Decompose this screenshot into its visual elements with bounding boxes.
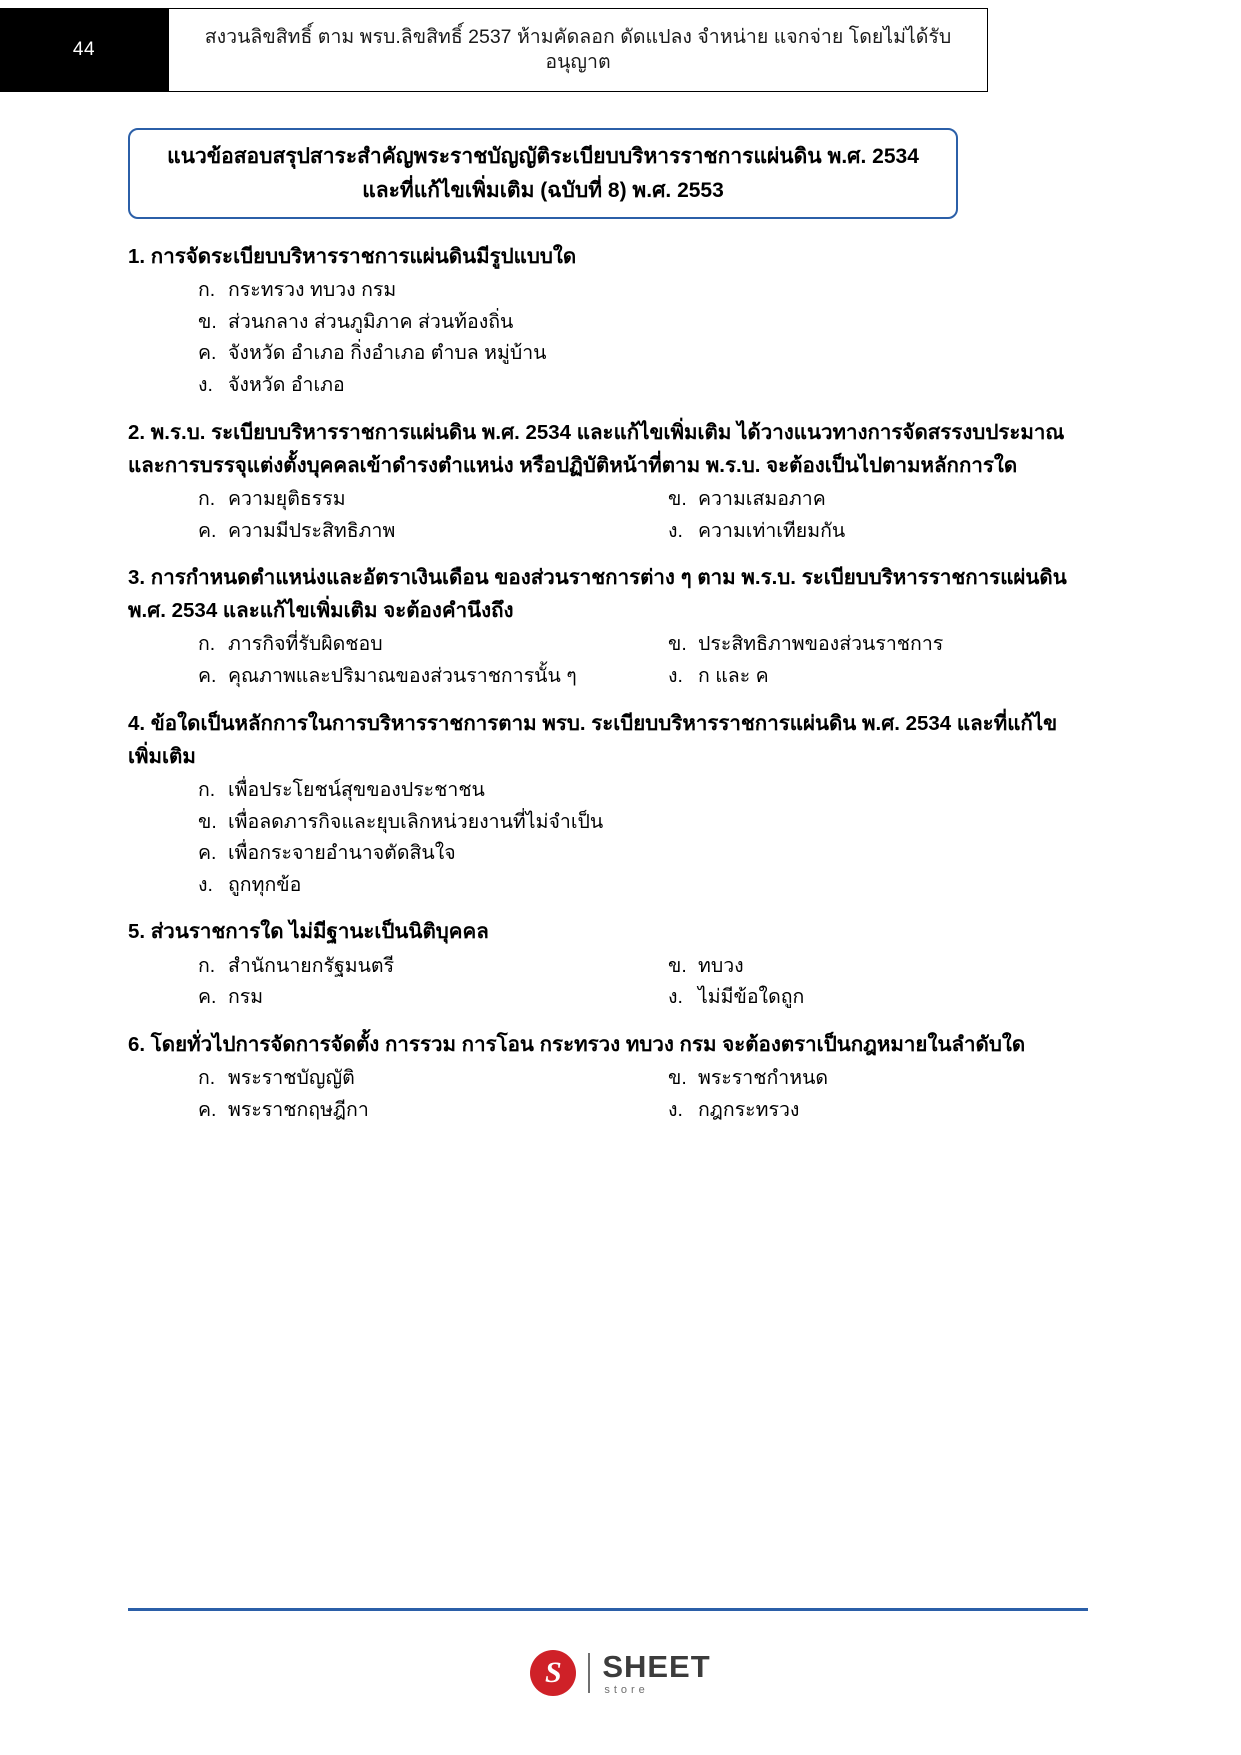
choice-option[interactable] <box>128 838 1088 870</box>
choice-letter: ก. <box>198 954 216 977</box>
choice-option[interactable] <box>128 775 1088 807</box>
page-header <box>0 8 1241 92</box>
choice-text: สำนักนายกรัฐมนตรี <box>228 954 395 977</box>
choice-letter: ง. <box>668 665 683 688</box>
choice-option[interactable] <box>668 516 1088 548</box>
question-text: 4. ข้อใดเป็นหลักการในการบริหารราชการตาม พรบ. ระเบียบบริหารราชการแผ่นดิน พ.ศ. 2534 และที่แก้ไขเพิ่มเติม <box>128 711 1058 768</box>
choice-option[interactable] <box>668 484 1088 516</box>
copyright-notice: สงวนลิขสิทธิ์ ตาม พรบ.ลิขสิทธิ์ 2537 ห้ามคัดลอก ดัดแปลง จำหน่าย แจกจ่าย โดยไม่ได้รับอนุญาต <box>204 25 952 73</box>
choice-option[interactable] <box>128 870 1088 902</box>
choice-option[interactable] <box>668 1095 1088 1127</box>
title-box <box>128 128 958 219</box>
choice-text: ประสิทธิภาพของส่วนราชการ <box>698 633 944 656</box>
choice-letter: ข. <box>668 1066 687 1089</box>
choice-text: ความเท่าเทียมกัน <box>698 519 846 542</box>
question-text: 3. การกำหนดตำแหน่งและอัตราเงินเดือน ของส่วนราชการต่าง ๆ ตาม พ.ร.บ. ระเบียบบริหารราชการแผ่นดิน พ.ศ. 2534 และแก้ไขเพิ่มเติม จะต้องคำนึงถึง <box>128 566 1067 623</box>
choice-text: ความเสมอภาค <box>698 487 826 510</box>
choice-letter: ข. <box>668 633 687 656</box>
choice-option[interactable] <box>198 484 668 516</box>
choice-option[interactable] <box>668 629 1088 661</box>
choice-option[interactable] <box>128 338 1088 370</box>
page-number-block <box>0 8 168 92</box>
sheet-logo-icon: S <box>530 1650 576 1696</box>
questions-list <box>128 240 1088 1126</box>
question-text: 5. ส่วนราชการใด ไม่มีฐานะเป็นนิติบุคคล <box>128 920 489 944</box>
choice-letter: ก. <box>198 779 216 802</box>
logo-divider <box>588 1653 590 1693</box>
choice-letter: ข. <box>198 310 217 333</box>
choice-text: เพื่อกระจายอำนาจตัดสินใจ <box>228 842 456 865</box>
choice-text: กรม <box>228 986 264 1009</box>
logo-wordmark <box>602 1648 711 1696</box>
choice-option[interactable] <box>198 661 668 693</box>
choice-letter: ค. <box>198 342 217 365</box>
choice-group <box>128 275 1088 401</box>
footer-logo <box>0 1650 1241 1696</box>
choice-option[interactable] <box>198 516 668 548</box>
choice-letter: ค. <box>198 1098 217 1121</box>
choice-option[interactable] <box>668 951 1088 983</box>
choice-letter: ค. <box>198 986 217 1009</box>
choice-text: ภารกิจที่รับผิดชอบ <box>228 633 383 656</box>
choice-text: กระทรวง ทบวง กรม <box>228 279 397 302</box>
choice-letter: ก. <box>198 487 216 510</box>
choice-option[interactable] <box>198 629 668 661</box>
choice-text: เพื่อประโยชน์สุขของประชาชน <box>228 779 485 802</box>
question-text: 2. พ.ร.บ. ระเบียบบริหารราชการแผ่นดิน พ.ศ. 2534 และแก้ไขเพิ่มเติม ได้วางแนวทางการจัดสรรงบประมาณและการบรรจุแต่งตั้งบุคคลเข้าดำรงตำแหน่ง หรือปฏิบัติหน้าที่ตาม พ.ร.บ. จะต้องเป็นไปตามหลักการใด <box>128 420 1065 477</box>
choice-option[interactable] <box>198 951 668 983</box>
choice-text: จังหวัด อำเภอ กิ่งอำเภอ ตำบล หมู่บ้าน <box>228 342 547 365</box>
choice-letter: ก. <box>198 1066 216 1089</box>
question-text: 6. โดยทั่วไปการจัดการจัดตั้ง การรวม การโอน กระทรวง ทบวง กรม จะต้องตราเป็นกฎหมายในลำดับใด <box>128 1032 1026 1056</box>
choice-letter: ง. <box>668 986 683 1009</box>
logo-sub-text: store <box>604 1683 649 1696</box>
choice-text: คุณภาพและปริมาณของส่วนราชการนั้น ๆ <box>228 665 577 688</box>
choice-text: พระราชบัญญัติ <box>228 1066 355 1089</box>
question-text: 1. การจัดระเบียบบริหารราชการแผ่นดินมีรูปแบบใด <box>128 245 577 268</box>
choice-option[interactable] <box>668 982 1088 1014</box>
choice-option[interactable] <box>128 275 1088 307</box>
choice-text: ถูกทุกข้อ <box>228 873 302 896</box>
choice-letter: ง. <box>668 519 683 542</box>
choice-text: ก และ ค <box>698 665 769 688</box>
choice-option[interactable] <box>668 1063 1088 1095</box>
choice-option[interactable] <box>198 1095 668 1127</box>
choice-letter: ค. <box>198 842 217 865</box>
choice-letter: ง. <box>198 873 213 896</box>
choice-text: เพื่อลดภารกิจและยุบเลิกหน่วยงานที่ไม่จำเป็น <box>228 810 604 833</box>
choice-option[interactable] <box>128 370 1088 402</box>
choice-letter: ก. <box>198 279 216 302</box>
page-title: แนวข้อสอบสรุปสาระสำคัญพระราชบัญญัติระเบียบบริหารราชการแผ่นดิน พ.ศ. 2534 และที่แก้ไขเพิ่มเติม (ฉบับที่ 8) พ.ศ. 2553 <box>167 145 919 202</box>
choice-text: จังหวัด อำเภอ <box>228 373 345 396</box>
choice-letter: ข. <box>668 954 687 977</box>
choice-text: ความยุติธรรม <box>228 487 346 510</box>
choice-text: ความมีประสิทธิภาพ <box>228 519 396 542</box>
choice-group <box>128 484 1088 547</box>
choice-letter: ค. <box>198 519 217 542</box>
choice-group <box>128 951 1088 1014</box>
choice-letter: ง. <box>668 1098 683 1121</box>
choice-option[interactable] <box>198 982 668 1014</box>
choice-option[interactable] <box>198 1063 668 1095</box>
choice-text: พระราชกฤษฎีกา <box>228 1098 369 1121</box>
choice-letter: ค. <box>198 665 217 688</box>
choice-option[interactable] <box>668 661 1088 693</box>
choice-letter: ข. <box>668 487 687 510</box>
choice-letter: ง. <box>198 373 213 396</box>
choice-group <box>128 775 1088 901</box>
logo-main-text: SHEET <box>602 1648 711 1684</box>
choice-text: กฎกระทรวง <box>698 1098 800 1121</box>
copyright-box <box>168 8 988 92</box>
footer-divider <box>128 1608 1088 1611</box>
choice-text: ทบวง <box>698 954 744 977</box>
choice-text: ไม่มีข้อใดถูก <box>698 986 805 1009</box>
choice-option[interactable] <box>128 807 1088 839</box>
choice-option[interactable] <box>128 307 1088 339</box>
choice-letter: ข. <box>198 810 217 833</box>
choice-group <box>128 1063 1088 1126</box>
page-number: 44 <box>72 39 96 60</box>
choice-letter: ก. <box>198 633 216 656</box>
choice-text: พระราชกำหนด <box>698 1066 829 1089</box>
choice-text: ส่วนกลาง ส่วนภูมิภาค ส่วนท้องถิ่น <box>228 310 514 333</box>
choice-group <box>128 629 1088 692</box>
